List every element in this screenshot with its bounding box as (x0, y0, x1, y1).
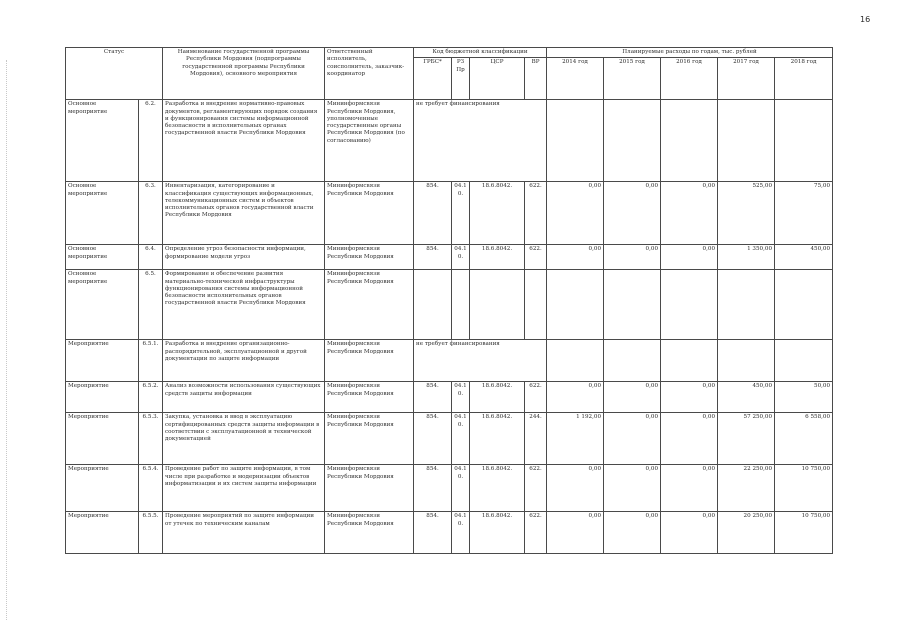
header-year-2016: 2016 год (661, 58, 718, 100)
row-rz-pr: 04.10. (452, 182, 470, 245)
row-y2017: 450,00 (718, 382, 775, 413)
row-name: Разработка и внедрение нормативно-правовых документов, регламентирующих порядок создания и функционирования системы информационной безопасности в исполнительных органах государственной власти Республики Мордовия (163, 100, 325, 182)
row-vr: 244. (525, 413, 547, 465)
header-rz-pr: РЗ Пр (452, 58, 470, 100)
row-name: Проведение мероприятий по защите информации от утечек по техническим каналам (163, 512, 325, 554)
row-name: Определение угроз безопасности информации, формирование модели угроз (163, 245, 325, 270)
row-y2016: 0,00 (661, 245, 718, 270)
row-grbs: 854. (414, 245, 452, 270)
row-y2015: 0,00 (604, 245, 661, 270)
row-number: 6.5.1. (139, 340, 163, 382)
row-status: Основное мероприятие (66, 270, 139, 340)
row-y2017: 525,00 (718, 182, 775, 245)
row-csr: 18.6.8042. (470, 512, 525, 554)
header-grbs: ГРБС* (414, 58, 452, 100)
row-y2014: 1 192,00 (547, 413, 604, 465)
header-csr: ЦСР (470, 58, 525, 100)
row-number: 6.5.5. (139, 512, 163, 554)
row-number: 6.5. (139, 270, 163, 340)
row-csr: 18.6.8042. (470, 413, 525, 465)
row-y2014: 0,00 (547, 512, 604, 554)
row-y2018: 10 750,00 (775, 512, 833, 554)
expenditure-table (65, 47, 833, 554)
row-responsible: Мининформсвязи Республики Мордовия (325, 512, 414, 554)
header-year-2018: 2018 год (775, 58, 833, 100)
row-responsible: Мининформсвязи Республики Мордовия (325, 270, 414, 340)
row-rz-pr: 04.10. (452, 512, 470, 554)
row-grbs: 854. (414, 413, 452, 465)
row-status: Мероприятие (66, 465, 139, 512)
row-vr: 622. (525, 465, 547, 512)
table-row (66, 512, 833, 554)
row-y2015: 0,00 (604, 413, 661, 465)
table-row (66, 100, 833, 182)
row-number: 6.5.2. (139, 382, 163, 413)
row-no-funding-note: не требует финансирования (414, 340, 547, 382)
row-name: Разработка и внедрение организационно-распорядительной, эксплуатационной и другой документации по защите информации (163, 340, 325, 382)
row-y2018: 450,00 (775, 245, 833, 270)
row-rz-pr: 04.10. (452, 465, 470, 512)
row-number: 6.3. (139, 182, 163, 245)
row-responsible: Мининформсвязи Республики Мордовия (325, 182, 414, 245)
row-responsible: Мининформсвязи Республики Мордовия (325, 465, 414, 512)
row-number: 6.4. (139, 245, 163, 270)
header-planned-expenses: Планируемые расходы по годам, тыс. рублей (547, 48, 833, 58)
row-grbs: 854. (414, 382, 452, 413)
row-responsible: Мининформсвязи Республики Мордовия (325, 245, 414, 270)
header-year-2014: 2014 год (547, 58, 604, 100)
row-y2014: 0,00 (547, 382, 604, 413)
row-y2017: 57 250,00 (718, 413, 775, 465)
row-y2017: 1 350,00 (718, 245, 775, 270)
row-no-funding-note: не требует финансирования (414, 100, 547, 182)
scan-margin-dots (6, 60, 8, 620)
header-name: Наименование государственной программы Республики Мордовия (подпрограммы государственной программы Республики Мордовия), основного мероприятия (163, 48, 325, 100)
row-number: 6.5.4. (139, 465, 163, 512)
row-y2017: 22 250,00 (718, 465, 775, 512)
page-number: 16 (860, 15, 871, 24)
row-number: 6.5.3. (139, 413, 163, 465)
row-y2015: 0,00 (604, 382, 661, 413)
table-row (66, 340, 833, 382)
header-year-2015: 2015 год (604, 58, 661, 100)
row-vr: 622. (525, 382, 547, 413)
row-y2017: 20 250,00 (718, 512, 775, 554)
row-status: Мероприятие (66, 382, 139, 413)
row-csr: 18.6.8042. (470, 465, 525, 512)
row-y2016: 0,00 (661, 182, 718, 245)
row-name: Формирование и обеспечение развития материально-технической инфраструктуры функционирования системы информационной безопасности исполнительных органов государственной власти Республики Мордовия (163, 270, 325, 340)
header-budget-code: Код бюджетной классификации (414, 48, 547, 58)
table-row (66, 465, 833, 512)
row-y2016: 0,00 (661, 413, 718, 465)
row-y2018: 50,00 (775, 382, 833, 413)
row-y2018: 75,00 (775, 182, 833, 245)
row-csr: 18.6.8042. (470, 382, 525, 413)
row-rz-pr: 04.10. (452, 413, 470, 465)
row-y2016: 0,00 (661, 382, 718, 413)
row-rz-pr: 04.10. (452, 382, 470, 413)
header-vr: ВР (525, 58, 547, 100)
row-csr: 18.6.8042. (470, 245, 525, 270)
row-name: Проведение работ по защите информации, в том числе при разработке и модернизации объектов информатизации и их систем защиты информации (163, 465, 325, 512)
row-y2014: 0,00 (547, 182, 604, 245)
row-vr: 622. (525, 182, 547, 245)
row-y2014: 0,00 (547, 245, 604, 270)
row-vr: 622. (525, 512, 547, 554)
row-y2016: 0,00 (661, 465, 718, 512)
row-y2015: 0,00 (604, 182, 661, 245)
row-grbs: 854. (414, 182, 452, 245)
row-status: Основное мероприятие (66, 100, 139, 182)
row-responsible: Мининформсвязи Республики Мордовия, уполномоченные государственные органы Республики Мордовия (по согласованию) (325, 100, 414, 182)
row-status: Основное мероприятие (66, 245, 139, 270)
row-name: Закупка, установка и ввод в эксплуатацию сертифицированных средств защиты информации в соответствии с эксплуатационной и технической документацией (163, 413, 325, 465)
row-responsible: Мининформсвязи Республики Мордовия (325, 382, 414, 413)
row-responsible: Мининформсвязи Республики Мордовия (325, 413, 414, 465)
row-name: Анализ возможности использования существующих средств защиты информации (163, 382, 325, 413)
row-y2016: 0,00 (661, 512, 718, 554)
row-status: Основное мероприятие (66, 182, 139, 245)
row-status: Мероприятие (66, 512, 139, 554)
table-row (66, 245, 833, 270)
header-year-2017: 2017 год (718, 58, 775, 100)
row-grbs: 854. (414, 512, 452, 554)
row-rz-pr: 04.10. (452, 245, 470, 270)
table-row (66, 413, 833, 465)
row-grbs: 854. (414, 465, 452, 512)
row-status: Мероприятие (66, 340, 139, 382)
header-responsible: Ответственный исполнитель, соисполнитель, заказчик-координатор (325, 48, 414, 100)
row-y2014: 0,00 (547, 465, 604, 512)
row-csr: 18.6.8042. (470, 182, 525, 245)
table-row (66, 270, 833, 340)
row-status: Мероприятие (66, 413, 139, 465)
row-y2018: 6 558,00 (775, 413, 833, 465)
row-vr: 622. (525, 245, 547, 270)
row-y2018: 10 750,00 (775, 465, 833, 512)
row-name: Инвентаризация, категорирование и классификация существующих информационных, телекоммуникационных систем и объектов исполнительных органов государственной власти Республики Мордовия (163, 182, 325, 245)
table-row (66, 182, 833, 245)
row-y2015: 0,00 (604, 512, 661, 554)
row-number: 6.2. (139, 100, 163, 182)
row-y2015: 0,00 (604, 465, 661, 512)
header-status: Статус (66, 48, 163, 100)
row-responsible: Мининформсвязи Республики Мордовия (325, 340, 414, 382)
table-row (66, 382, 833, 413)
